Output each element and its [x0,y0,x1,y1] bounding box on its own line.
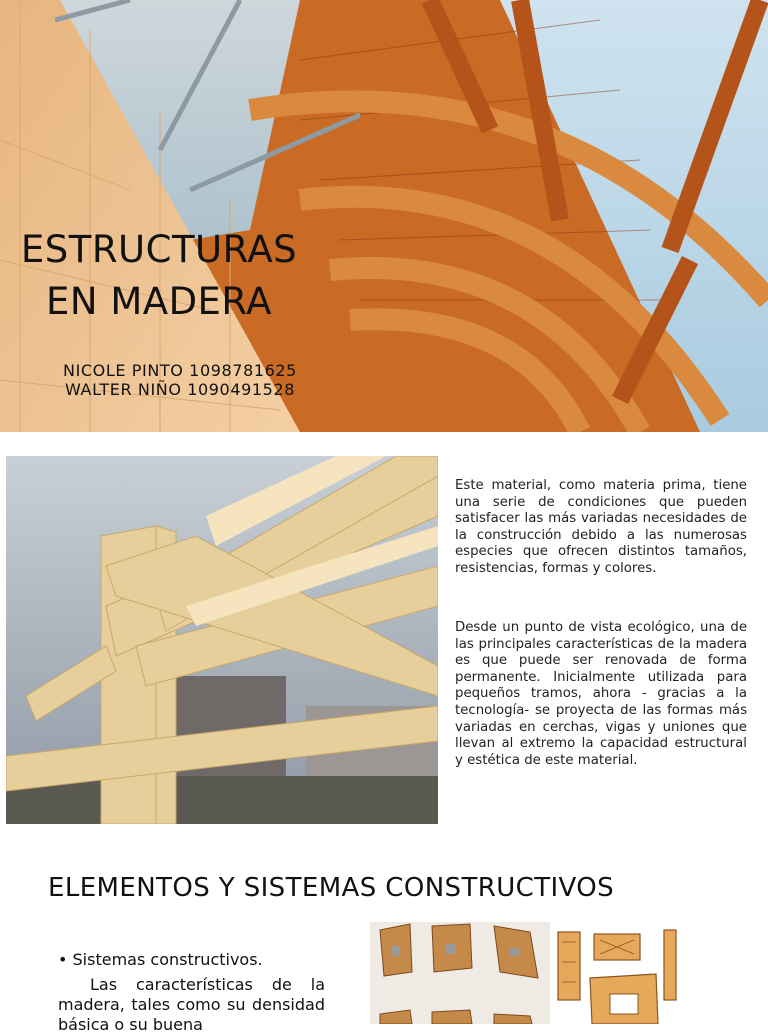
hero-title-line-2: EN MADERA [46,280,272,323]
construction-diagram-image [552,922,684,1024]
section-body-text: Las características de la madera, tales como su densidad básica o su buena [58,975,325,1034]
bullet-item: • Sistemas constructivos. [58,950,263,969]
author-1: NICOLE PINTO 1098781625 [63,361,297,380]
intro-paragraph-2: Desde un punto de vista ecológico, una de las principales características de la madera es que puede ser renovada de forma permanente. Inicialmente utilizada para pequeños tramos, ahora - gracias a la tecnología- se proyecta de las formas más variadas en cerchas, vigas y uniones que llevan al extremo la capacidad estructural y estética de este material. [455,620,747,768]
wood-joints-image [370,922,550,1024]
hero-title-line-1: ESTRUCTURAS [20,228,298,271]
timber-frame-photo [6,456,438,824]
hero-banner [0,0,768,432]
intro-paragraph-1: Este material, como materia prima, tiene una serie de condiciones que pueden satisfacer las más variadas necesidades de la construcción debido a las numerosas especies que ofrecen distintos tamaños, resistencias, formas y colores. [455,478,747,576]
author-2: WALTER NIÑO 1090491528 [64,380,296,399]
section-title: ELEMENTOS Y SISTEMAS CONSTRUCTIVOS [48,873,615,903]
